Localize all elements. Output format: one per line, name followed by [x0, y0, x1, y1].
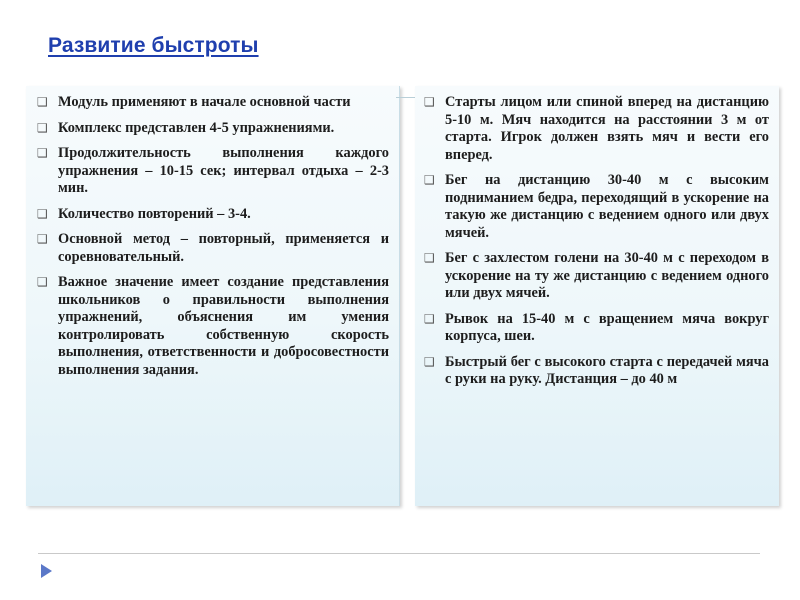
next-slide-arrow-icon[interactable]: [41, 564, 52, 578]
bullet-icon: ❑: [424, 311, 435, 326]
list-item-text: Бег с захлестом голени на 30-40 м с переходом в ускорение на ту же дистанцию с ведением одного или двух мячей.: [445, 250, 769, 301]
bullet-icon: ❑: [37, 146, 48, 160]
list-item-text: Количество повторений – 3-4.: [58, 205, 251, 222]
bullet-icon: ❑: [37, 206, 48, 221]
bullet-icon: ❑: [37, 275, 48, 289]
slide-title: Развитие быстроты: [48, 34, 259, 57]
list-item-text: Важное значение имеет создание представления школьников о правильности выполнения упражнений, объяснения им умения контролировать собственную скорость выполнения, ответственности и добросовестности выполнения задания.: [58, 274, 389, 378]
list-item-text: Рывок на 15-40 м с вращением мяча вокруг корпуса, шеи.: [445, 310, 769, 344]
list-item: [423, 311, 769, 346]
list-item-text: Старты лицом или спиной вперед на дистанцию 5-10 м. Мяч находится на расстоянии 3 м от старта. Игрок должен взять мяч и вести его вперед.: [445, 94, 769, 163]
right-content-panel: [415, 86, 779, 506]
bullet-icon: ❑: [37, 95, 48, 109]
bullet-icon: ❑: [424, 251, 435, 265]
bullet-icon: ❑: [424, 354, 435, 369]
left-content-panel: [26, 86, 400, 506]
list-item: [36, 274, 389, 379]
list-item-text: Комплекс представлен 4-5 упражнениями.: [58, 119, 335, 136]
list-item-text: Модуль применяют в начале основной части: [58, 94, 351, 110]
list-item-text: Продолжительность выполнения каждого упражнения – 10-15 сек; интервал отдыха – 2-3 мин.: [58, 145, 389, 196]
list-item: [36, 94, 389, 112]
bullet-icon: ❑: [37, 232, 48, 246]
list-item-text: Быстрый бег с высокого старта с передачей мяча с руки на руку. Дистанция – до 40 м: [445, 353, 769, 387]
left-bullet-list: [26, 86, 399, 379]
list-item: [423, 172, 769, 242]
list-item-text: Основной метод – повторный, применяется и соревновательный.: [58, 231, 389, 265]
bullet-icon: ❑: [424, 95, 435, 109]
list-item: [423, 250, 769, 303]
list-item: [423, 94, 769, 164]
list-item: [36, 231, 389, 266]
list-item-text: Бег на дистанцию 30-40 м с высоким подниманием бедра, переходящий в ускорение на такую же дистанцию с ведением одного или двух мячей.: [445, 172, 769, 241]
footer-divider: [38, 553, 760, 554]
list-item: [36, 145, 389, 198]
list-item: [36, 206, 389, 224]
right-bullet-list: [415, 86, 779, 389]
list-item: [423, 354, 769, 389]
bullet-icon: ❑: [37, 120, 48, 135]
bullet-icon: ❑: [424, 173, 435, 187]
list-item: [36, 120, 389, 138]
